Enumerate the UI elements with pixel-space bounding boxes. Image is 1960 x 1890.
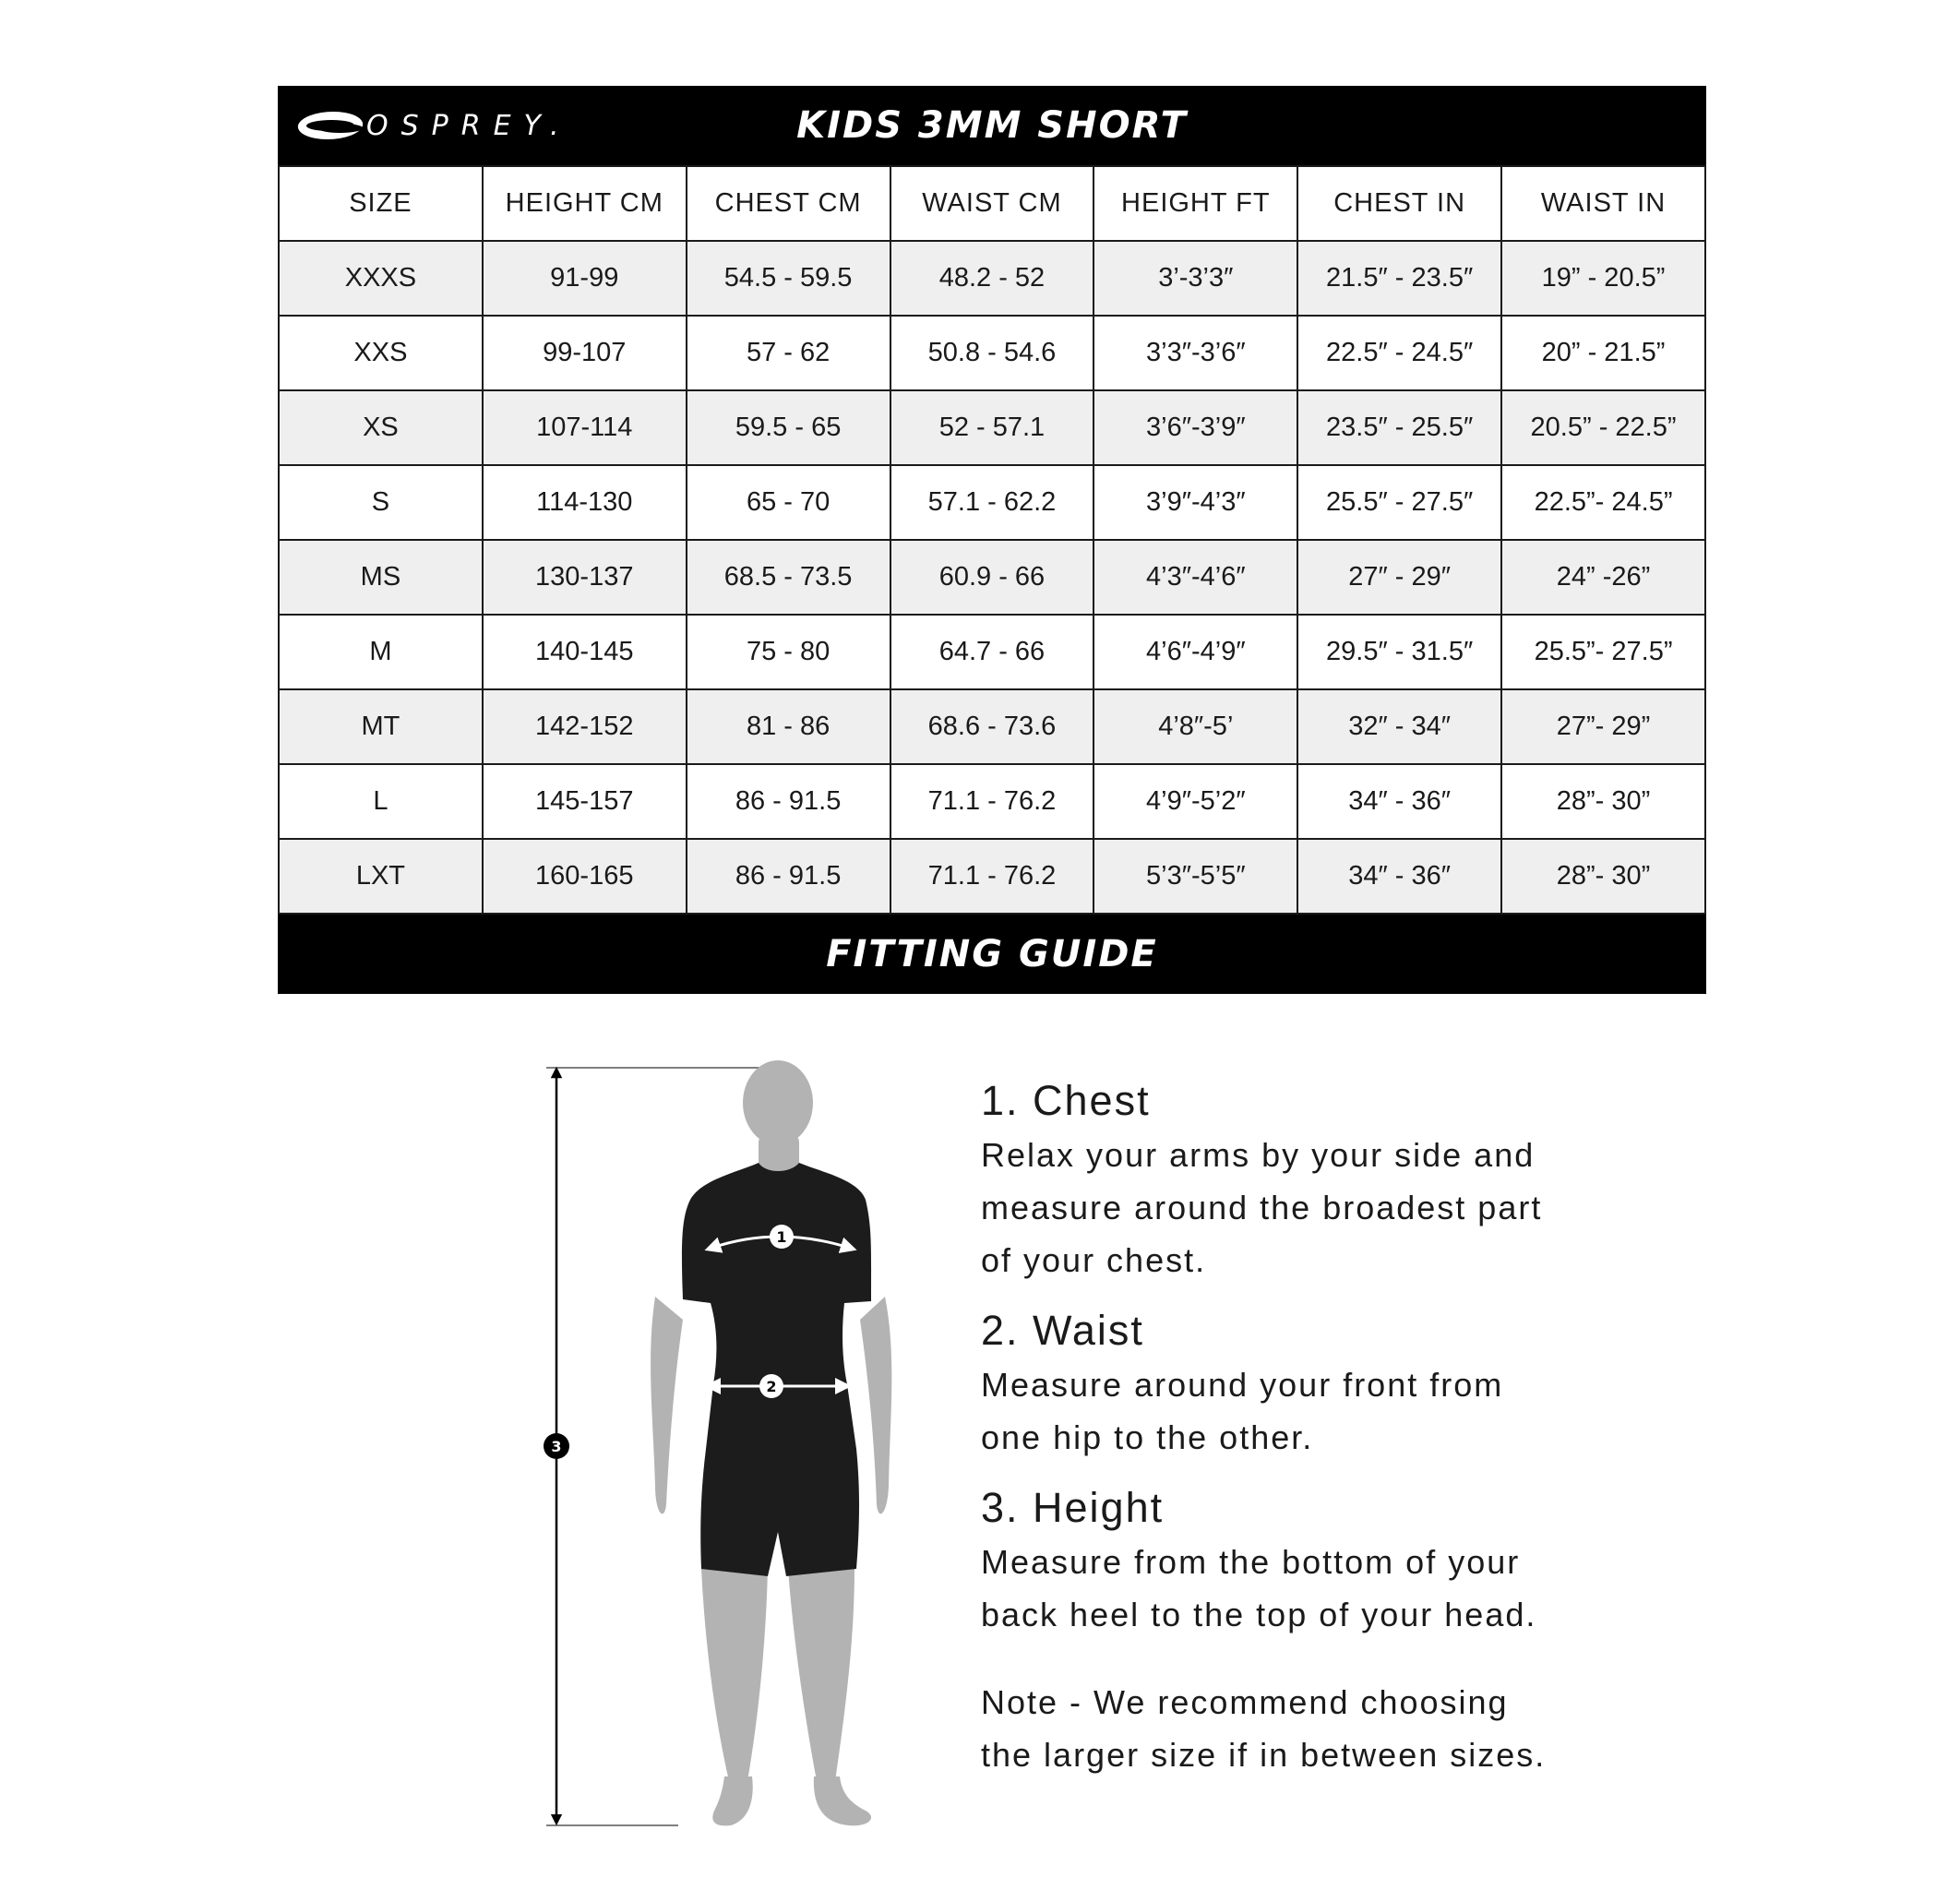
height-marker-label: 3: [551, 1438, 562, 1455]
table-cell: 23.5″ - 25.5″: [1297, 390, 1501, 465]
table-cell: 20.5” - 22.5”: [1501, 390, 1705, 465]
column-header: HEIGHT CM: [483, 166, 687, 241]
table-cell: 22.5″ - 24.5″: [1297, 316, 1501, 390]
table-cell: 81 - 86: [687, 689, 890, 764]
fitting-guide-bar: [278, 915, 1706, 994]
table-cell: M: [279, 615, 483, 689]
guide-line: of your chest.: [981, 1241, 1207, 1279]
table-cell: 91-99: [483, 241, 687, 316]
table-cell: 4’8″-5’: [1094, 689, 1297, 764]
size-table-body: [279, 241, 1705, 914]
table-cell: L: [279, 764, 483, 839]
table-cell: 19” - 20.5”: [1501, 241, 1705, 316]
table-cell: 68.5 - 73.5: [687, 540, 890, 615]
table-cell: 52 - 57.1: [890, 390, 1094, 465]
table-cell: 24” -26”: [1501, 540, 1705, 615]
table-cell: 64.7 - 66: [890, 615, 1094, 689]
table-cell: 75 - 80: [687, 615, 890, 689]
table-cell: 71.1 - 76.2: [890, 764, 1094, 839]
table-cell: 57.1 - 62.2: [890, 465, 1094, 540]
table-cell: 22.5”- 24.5”: [1501, 465, 1705, 540]
table-cell: 28”- 30”: [1501, 764, 1705, 839]
guide-chest: [981, 1073, 1645, 1286]
fitting-guide-title: FITTING GUIDE: [826, 933, 1158, 975]
guide-line: measure around the broadest part: [981, 1189, 1543, 1226]
table-row: [279, 615, 1705, 689]
guide-heading: 3. Height: [981, 1484, 1165, 1531]
guide-line: one hip to the other.: [981, 1418, 1314, 1456]
table-cell: 86 - 91.5: [687, 839, 890, 914]
table-cell: S: [279, 465, 483, 540]
chart-title: KIDS 3MM SHORT: [796, 104, 1188, 147]
table-cell: 4’9″-5’2″: [1094, 764, 1297, 839]
table-row: [279, 390, 1705, 465]
table-cell: 65 - 70: [687, 465, 890, 540]
table-cell: 114-130: [483, 465, 687, 540]
table-cell: 3’6″-3’9″: [1094, 390, 1297, 465]
table-cell: 5’3″-5’5″: [1094, 839, 1297, 914]
table-cell: XS: [279, 390, 483, 465]
waist-marker-label: 2: [766, 1378, 777, 1395]
table-cell: 48.2 - 52: [890, 241, 1094, 316]
body-silhouette-illustration: [517, 1052, 923, 1846]
column-header: WAIST CM: [890, 166, 1094, 241]
table-cell: 50.8 - 54.6: [890, 316, 1094, 390]
measurement-figure: [517, 1052, 923, 1846]
size-chart: [278, 86, 1706, 994]
table-row: [279, 316, 1705, 390]
table-cell: 140-145: [483, 615, 687, 689]
table-cell: MS: [279, 540, 483, 615]
chest-marker-label: 1: [776, 1228, 787, 1246]
wetsuit-silhouette: [682, 1163, 871, 1576]
table-cell: 28”- 30”: [1501, 839, 1705, 914]
size-table: [278, 165, 1706, 915]
chart-header-bar: [278, 86, 1706, 165]
table-cell: 25.5″ - 27.5″: [1297, 465, 1501, 540]
table-cell: 86 - 91.5: [687, 764, 890, 839]
table-cell: 145-157: [483, 764, 687, 839]
column-header: HEIGHT FT: [1094, 166, 1297, 241]
guide-line: Measure around your front from: [981, 1366, 1504, 1404]
table-cell: 4’3″-4’6″: [1094, 540, 1297, 615]
brand-name: OSPREY.: [366, 109, 572, 142]
fitting-instructions: [981, 1073, 1645, 1781]
guide-height: [981, 1480, 1645, 1641]
table-cell: 34″ - 36″: [1297, 839, 1501, 914]
guide-line: Relax your arms by your side and: [981, 1136, 1536, 1174]
table-cell: 142-152: [483, 689, 687, 764]
guide-waist: [981, 1303, 1645, 1464]
guide-line: back heel to the top of your head.: [981, 1596, 1537, 1633]
table-cell: 59.5 - 65: [687, 390, 890, 465]
table-cell: 27”- 29”: [1501, 689, 1705, 764]
table-cell: 21.5″ - 23.5″: [1297, 241, 1501, 316]
table-cell: 20” - 21.5”: [1501, 316, 1705, 390]
table-cell: 71.1 - 76.2: [890, 839, 1094, 914]
table-cell: MT: [279, 689, 483, 764]
table-row: [279, 764, 1705, 839]
table-cell: 60.9 - 66: [890, 540, 1094, 615]
table-row: [279, 241, 1705, 316]
table-cell: 130-137: [483, 540, 687, 615]
table-cell: 32″ - 34″: [1297, 689, 1501, 764]
table-cell: LXT: [279, 839, 483, 914]
table-cell: 3’9″-4’3″: [1094, 465, 1297, 540]
table-cell: XXS: [279, 316, 483, 390]
note-line: the larger size if in between sizes.: [981, 1736, 1547, 1774]
table-row: [279, 689, 1705, 764]
column-header: SIZE: [279, 166, 483, 241]
guide-heading: 2. Waist: [981, 1307, 1144, 1354]
table-row: [279, 465, 1705, 540]
table-cell: 3’-3’3″: [1094, 241, 1297, 316]
table-row: [279, 540, 1705, 615]
table-cell: 34″ - 36″: [1297, 764, 1501, 839]
osprey-logo: [298, 86, 572, 165]
table-cell: 57 - 62: [687, 316, 890, 390]
column-header: WAIST IN: [1501, 166, 1705, 241]
table-cell: 160-165: [483, 839, 687, 914]
table-cell: 25.5”- 27.5”: [1501, 615, 1705, 689]
guide-note: [981, 1676, 1645, 1781]
note-line: Note - We recommend choosing: [981, 1683, 1509, 1721]
height-marker: [544, 1433, 569, 1459]
guide-heading: 1. Chest: [981, 1077, 1151, 1124]
guide-line: Measure from the bottom of your: [981, 1543, 1521, 1581]
table-cell: 3’3″-3’6″: [1094, 316, 1297, 390]
table-cell: 99-107: [483, 316, 687, 390]
table-cell: 107-114: [483, 390, 687, 465]
table-row: [279, 839, 1705, 914]
table-cell: 54.5 - 59.5: [687, 241, 890, 316]
table-header-row: [279, 166, 1705, 241]
table-cell: XXXS: [279, 241, 483, 316]
osprey-logo-icon: [295, 112, 365, 139]
table-cell: 68.6 - 73.6: [890, 689, 1094, 764]
table-cell: 27″ - 29″: [1297, 540, 1501, 615]
table-cell: 29.5″ - 31.5″: [1297, 615, 1501, 689]
column-header: CHEST CM: [687, 166, 890, 241]
column-header: CHEST IN: [1297, 166, 1501, 241]
table-cell: 4’6″-4’9″: [1094, 615, 1297, 689]
